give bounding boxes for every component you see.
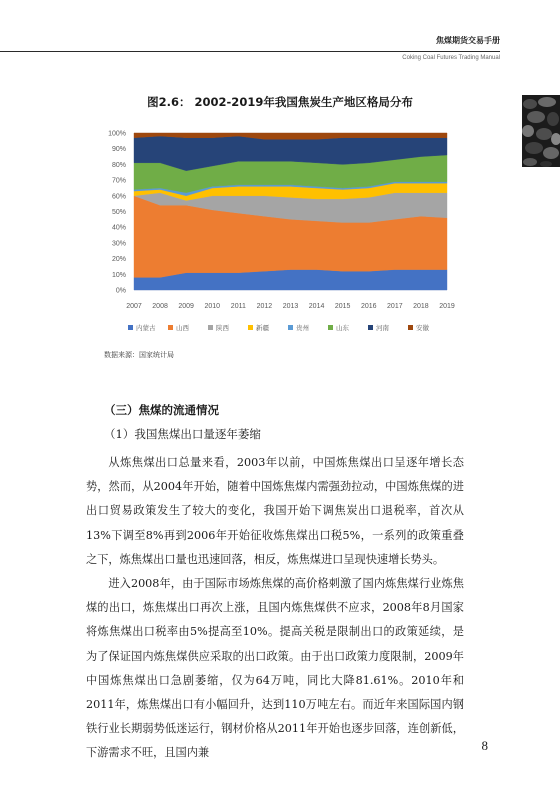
x-tick-label: 2007: [126, 303, 142, 310]
x-tick-label: 2009: [178, 303, 194, 310]
header-subtitle: Coking Coal Futures Trading Manual: [402, 55, 500, 61]
legend-swatch: [208, 325, 213, 330]
legend-label: 安徽: [416, 324, 429, 332]
x-tick-label: 2015: [334, 303, 351, 310]
x-tick-label: 2014: [308, 303, 325, 310]
body-paragraph-2: 进入2008年，由于国际市场炼焦煤的高价格刺激了国内炼焦煤行业炼焦煤的出口，炼焦煤出口再次上涨，且国内炼焦煤供不应求，2008年8月国家将炼焦煤出口税率由5%提高至10%。提高关税是限制出口的政策延续，是为了保证国内炼焦煤供应采取的出口政策。由于出口政策力度限制，2009年中国炼焦煤出口急剧萎缩，仅为64万吨，同比大降81.61%。2010年和2011年，炼焦煤出口有小幅回升，达到110万吨左右。而近年来国际国内钢铁行业长期弱势低迷运行，钢材价格从2011年开始也逐步回落，连创新低，下游需求不旺，且国内兼: [86, 577, 464, 760]
legend-swatch: [408, 325, 413, 330]
stacked-area-chart: [0, 120, 560, 345]
subsection-heading: （1）我国焦煤出口量逐年萎缩: [104, 427, 261, 441]
legend-label: 陕西: [216, 324, 229, 332]
body-paragraph-1: 从炼焦煤出口总量来看，2003年以前，中国炼焦煤出口呈逐年增长态势，然而，从2004年开始，随着中国炼焦煤内需强劲拉动，中国炼焦煤的进出口贸易政策发生了较大的变化，我国开始下调焦炭出口退税率，首次从13%下调至8%再到2006年开始征收炼焦煤出口税5%，一系列的政策重叠之下，炼焦煤出口量也迅速回落，相反，炼焦煤进口呈现快速增长势头。: [86, 456, 464, 566]
x-tick-label: 2019: [439, 303, 455, 310]
legend-label: 贵州: [296, 324, 309, 332]
y-tick-label: 40%: [111, 224, 126, 232]
legend-label: 河南: [376, 324, 389, 332]
legend-swatch: [168, 325, 173, 330]
x-tick-label: 2011: [230, 303, 246, 310]
legend-swatch: [328, 325, 333, 330]
legend-label: 内蒙古: [136, 324, 156, 332]
x-tick-label: 2017: [387, 303, 403, 310]
y-tick-label: 90%: [111, 146, 126, 154]
x-tick-label: 2010: [204, 303, 221, 310]
y-tick-label: 10%: [111, 271, 126, 279]
legend-swatch: [128, 325, 133, 330]
x-tick-label: 2016: [360, 303, 377, 310]
legend-swatch: [368, 325, 373, 330]
y-tick-label: 70%: [111, 177, 126, 185]
figure-source: 数据来源：国家统计局: [104, 351, 174, 359]
y-tick-label: 100%: [108, 130, 126, 138]
header-title: 焦煤期货交易手册: [436, 36, 500, 45]
y-tick-label: 0%: [115, 287, 126, 295]
x-tick-label: 2013: [282, 303, 299, 310]
x-tick-label: 2008: [152, 303, 168, 310]
y-tick-label: 60%: [111, 193, 126, 201]
y-tick-label: 20%: [111, 256, 126, 264]
y-tick-label: 80%: [111, 161, 126, 169]
legend-label: 山西: [176, 324, 189, 332]
y-tick-label: 50%: [111, 209, 126, 216]
legend-label: 新疆: [256, 324, 269, 332]
legend-swatch: [248, 325, 253, 330]
x-tick-label: 2018: [413, 303, 429, 310]
legend-label: 山东: [336, 324, 349, 332]
page-number: 8: [481, 738, 488, 753]
y-tick-label: 30%: [111, 240, 126, 248]
section-heading: （三）焦煤的流通情况: [104, 403, 219, 417]
legend-swatch: [288, 325, 293, 330]
x-tick-label: 2012: [256, 303, 273, 310]
figure-title: 图2.6： 2002-2019年我国焦炭生产地区格局分布: [147, 95, 413, 109]
header-rule: [0, 51, 500, 52]
